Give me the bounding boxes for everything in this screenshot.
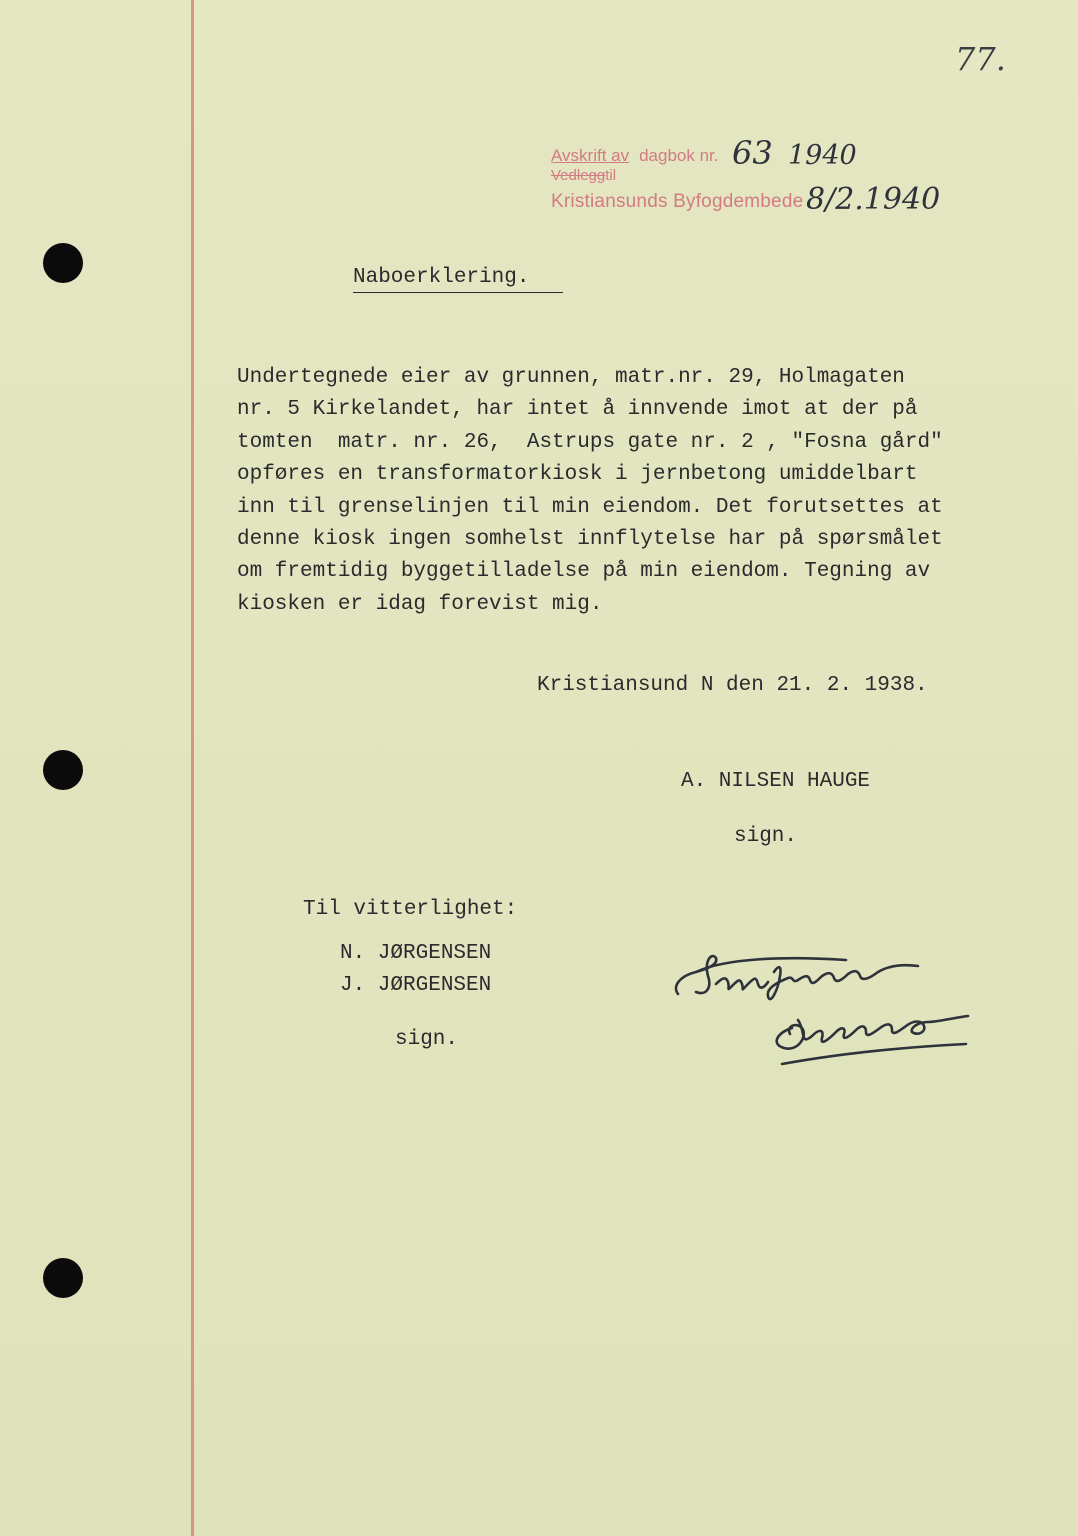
journal-year: 1940 [788, 140, 857, 171]
witness-label: Til vitterlighet: [303, 898, 518, 921]
punch-hole-top [43, 243, 83, 283]
document-body [237, 362, 977, 621]
place-date: Kristiansund N den 21. 2. 1938. [537, 674, 928, 697]
body-line: inn til grenselinjen til min eiendom. Det forutsettes at [237, 495, 943, 519]
body-line: kiosken er idag forevist mig. [237, 592, 603, 616]
handwritten-signature [666, 936, 1016, 1076]
document-title: Naboerklering. [353, 266, 563, 293]
stamp-dagbok: dagbok nr. [639, 146, 719, 165]
signer-sign: sign. [734, 825, 798, 848]
punch-hole-middle [43, 750, 83, 790]
stamp-til: til [605, 167, 617, 184]
witness-name: J. JØRGENSEN [340, 974, 492, 997]
margin-line [191, 0, 194, 1536]
body-line: opføres en transformatorkiosk i jernbetong umiddelbart [237, 463, 918, 487]
body-line: nr. 5 Kirkelandet, har intet å innvende imot at der på [237, 398, 918, 422]
stamp-line-2 [551, 167, 616, 184]
stamp-avskrift: Avskrift av [551, 146, 630, 165]
signer-name: A. NILSEN HAUGE [681, 770, 871, 793]
journal-number: 63 [732, 134, 773, 172]
punch-hole-bottom [43, 1258, 83, 1298]
body-line: Undertegnede eier av grunnen, matr.nr. 29, Holmagaten [237, 366, 905, 389]
stamp-vedlegg: Vedlegg [551, 167, 606, 184]
stamp-line-1 [551, 146, 719, 166]
body-line: tomten matr. nr. 26, Astrups gate nr. 2 , "Fosna gård" [237, 430, 943, 454]
body-line: denne kiosk ingen somhelst innflytelse har på spørsmålet [237, 527, 943, 551]
witness-name: N. JØRGENSEN [340, 942, 492, 965]
body-line: om fremtidig byggetilladelse på min eiendom. Tegning av [237, 560, 931, 584]
page-number: 77. [955, 40, 1006, 78]
stamp-date: 8/2.1940 [806, 182, 941, 217]
stamp-office: Kristiansunds Byfogdembede [551, 191, 804, 212]
witness-sign: sign. [395, 1028, 459, 1051]
